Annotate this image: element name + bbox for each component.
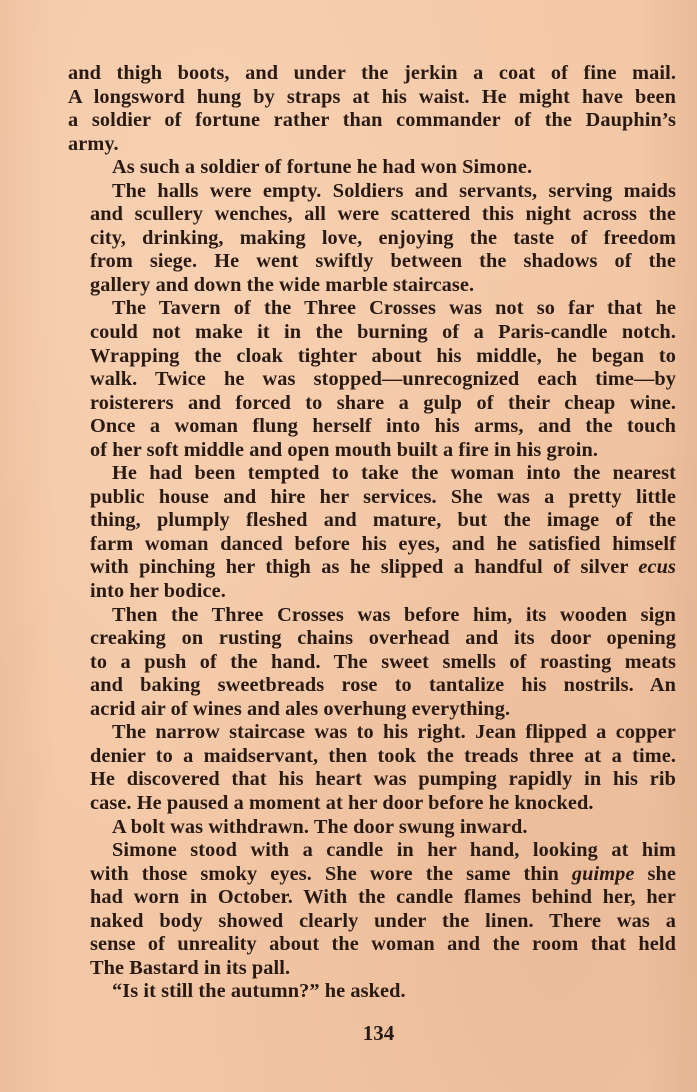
text-line: could not make it in the burning of a Paris-candle notch. (90, 321, 676, 344)
paragraph (68, 604, 676, 722)
text-line: The narrow staircase was to his right. Jean flipped a copper (112, 721, 676, 744)
text-line: acrid air of wines and ales overhung everything. (90, 697, 511, 720)
text-line: Wrapping the cloak tighter about his middle, he began to (90, 344, 676, 367)
paragraph (68, 180, 676, 298)
text-line: of her soft middle and open mouth built a fire in his groin. (90, 438, 599, 461)
text-line: He had been tempted to take the woman into the nearest (112, 462, 676, 485)
text-line: a soldier of fortune rather than commander of the Dauphin’s (68, 109, 676, 132)
text-line: army. (68, 132, 119, 155)
text-line: The Bastard in its pall. (90, 956, 291, 979)
body-text (68, 62, 676, 1004)
paragraph (68, 839, 676, 980)
paragraph (68, 462, 676, 603)
text-line: to a push of the hand. The sweet smells of roasting meats (90, 650, 676, 673)
italic-word: guimpe (571, 862, 635, 885)
paragraph (68, 62, 676, 156)
italic-word: ecus (638, 556, 676, 579)
text-line: case. He paused a moment at her door before he knocked. (90, 791, 594, 814)
text-line: A longsword hung by straps at his waist. He might have been (68, 85, 676, 108)
paragraph (68, 816, 676, 840)
paragraph (68, 156, 676, 180)
text-line: and scullery wenches, all were scattered this night across the (90, 203, 676, 226)
text-line: “Is it still the autumn?” he asked. (112, 980, 406, 1003)
text-line: walk. Twice he was stopped—unrecognized each time—by (90, 368, 676, 391)
text-line: gallery and down the wide marble staircase. (90, 273, 475, 296)
text-line: The halls were empty. Soldiers and servants, serving maids (112, 179, 676, 202)
text-line: The Tavern of the Three Crosses was not so far that he (112, 297, 676, 320)
paragraph (68, 721, 676, 815)
text-line: naked body showed clearly under the linen. There was a (90, 909, 676, 932)
text-line: Then the Three Crosses was before him, its wooden sign (112, 603, 676, 626)
text-line: city, drinking, making love, enjoying the taste of freedom (90, 226, 676, 249)
text-line: thing, plumply fleshed and mature, but the image of the (90, 509, 676, 532)
text-line: A bolt was withdrawn. The door swung inward. (112, 815, 528, 838)
text-line: with pinching her thigh as he slipped a handful of silver ecus (90, 556, 676, 579)
text-line: sense of unreality about the woman and the room that held (90, 933, 676, 956)
text-line: with those smoky eyes. She wore the same thin guimpe she (90, 862, 676, 885)
text-line: As such a soldier of fortune he had won Simone. (112, 156, 533, 179)
text-line: roisterers and forced to share a gulp of their cheap wine. (90, 391, 676, 414)
text-line: into her bodice. (90, 580, 226, 603)
text-line: from siege. He went swiftly between the shadows of the (90, 250, 676, 273)
text-line: public house and hire her services. She was a pretty little (90, 485, 676, 508)
text-line: had worn in October. With the candle flames behind her, her (90, 886, 676, 909)
text-line: He discovered that his heart was pumping rapidly in his rib (90, 768, 676, 791)
text-line: and baking sweetbreads rose to tantalize his nostrils. An (90, 674, 676, 697)
text-line: creaking on rusting chains overhead and its door opening (90, 627, 676, 650)
text-line: Once a woman flung herself into his arms, and the touch (90, 415, 676, 438)
text-line: and thigh boots, and under the jerkin a coat of fine mail. (68, 62, 676, 84)
paragraph (68, 980, 676, 1004)
page-number: 134 (362, 1021, 395, 1045)
text-line: farm woman danced before his eyes, and he satisfied himself (90, 532, 676, 555)
text-line: denier to a maidservant, then took the treads three at a time. (90, 744, 676, 767)
text-line: Simone stood with a candle in her hand, looking at him (112, 839, 676, 862)
paragraph (68, 297, 676, 462)
